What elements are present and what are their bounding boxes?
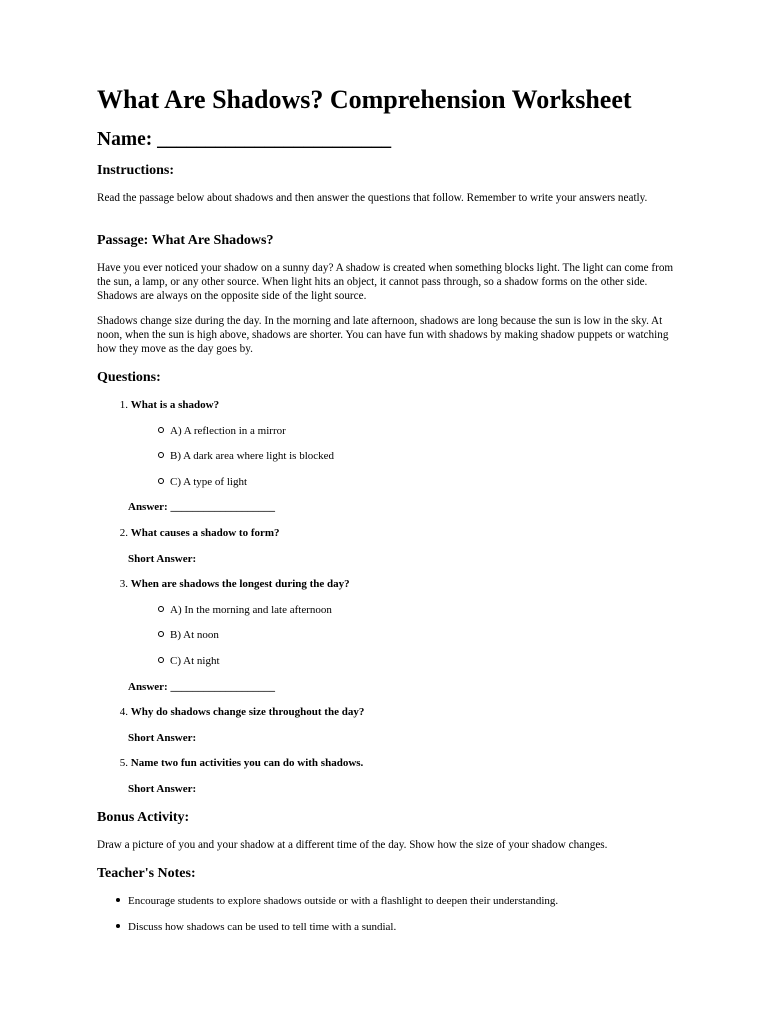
- option-label: B) At noon: [170, 629, 219, 641]
- q3-answer-line: Answer: ___________________: [128, 681, 275, 693]
- passage-paragraph-2: Shadows change size during the day. In the morning and late afternoon, shadows are long because the sun is low in the sky. At noon, when the sun is high above, shadows are shorter. You can have fun with shadows by making shadow puppets or watching how they move as the day goes by.: [97, 315, 669, 355]
- teacher-note-item: [116, 920, 396, 934]
- circle-bullet-icon: [158, 631, 164, 637]
- question-3: [97, 577, 350, 591]
- question-number: 5.: [119, 757, 128, 769]
- question-text: What causes a shadow to form?: [130, 527, 280, 539]
- question-2: [97, 526, 280, 540]
- note-text: Discuss how shadows can be used to tell time with a sundial.: [128, 921, 397, 933]
- instructions-heading: Instructions:: [97, 163, 175, 178]
- instructions-text: Read the passage below about shadows and then answer the questions that follow. Remember to write your answers neatly.: [97, 192, 648, 204]
- question-text: Name two fun activities you can do with shadows.: [130, 757, 364, 769]
- name-field: Name: ________________________: [97, 129, 392, 150]
- question-number: 4.: [119, 706, 128, 718]
- teacher-note-item: [116, 894, 558, 908]
- bonus-text: Draw a picture of you and your shadow at a different time of the day. Show how the size of your shadow changes.: [97, 839, 608, 851]
- question-1: [97, 398, 219, 412]
- q1-option-c: [158, 475, 247, 489]
- q1-option-a: [158, 424, 286, 438]
- question-text: When are shadows the longest during the day?: [130, 578, 350, 590]
- q1-option-b: [158, 449, 334, 463]
- question-number: 3.: [119, 578, 128, 590]
- q3-option-a: [158, 603, 332, 617]
- passage-paragraph-1: Have you ever noticed your shadow on a sunny day? A shadow is created when something blocks light. The light can come from the sun, a lamp, or any other source. When light hits an object, it cannot pass through, so a shadow forms on the other side. Shadows are always on the opposite side of the light source.: [97, 262, 674, 302]
- question-number: 1.: [119, 399, 128, 411]
- bullet-dot-icon: [116, 924, 120, 928]
- question-text: What is a shadow?: [130, 399, 220, 411]
- option-label: B) A dark area where light is blocked: [170, 450, 335, 462]
- question-number: 2.: [119, 527, 128, 539]
- passage-heading: Passage: What Are Shadows?: [97, 233, 274, 248]
- q4-answer-line: Short Answer:: [128, 732, 197, 744]
- q5-answer-line: Short Answer:: [128, 783, 197, 795]
- circle-bullet-icon: [158, 657, 164, 663]
- q3-option-c: [158, 654, 220, 668]
- circle-bullet-icon: [158, 452, 164, 458]
- question-text: Why do shadows change size throughout the day?: [130, 706, 365, 718]
- option-label: C) A type of light: [170, 476, 247, 488]
- option-label: A) A reflection in a mirror: [170, 425, 286, 437]
- q1-answer-line: Answer: ___________________: [128, 501, 275, 513]
- questions-heading: Questions:: [97, 370, 161, 385]
- option-label: A) In the morning and late afternoon: [170, 604, 332, 616]
- circle-bullet-icon: [158, 427, 164, 433]
- q2-answer-line: Short Answer:: [128, 553, 197, 565]
- bonus-heading: Bonus Activity:: [97, 810, 190, 825]
- q3-option-b: [158, 628, 219, 642]
- worksheet-title: What Are Shadows? Comprehension Worksheet: [97, 85, 632, 114]
- circle-bullet-icon: [158, 478, 164, 484]
- option-label: C) At night: [170, 655, 220, 667]
- note-text: Encourage students to explore shadows outside or with a flashlight to deepen their understanding.: [128, 895, 559, 907]
- bullet-dot-icon: [116, 898, 120, 902]
- question-5: [97, 756, 363, 770]
- question-4: [97, 705, 364, 719]
- circle-bullet-icon: [158, 606, 164, 612]
- teacher-notes-heading: Teacher's Notes:: [97, 866, 196, 881]
